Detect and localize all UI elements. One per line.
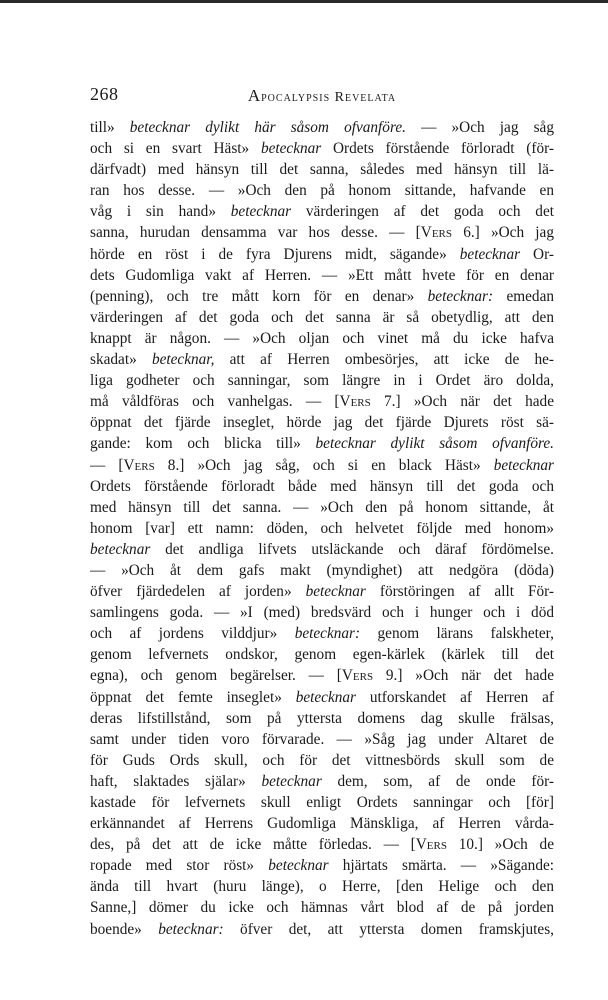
text-segment: Ordets förstående förloradt både med hänsyn till det goda och <box>90 477 554 495</box>
page-number: 268 <box>90 84 119 104</box>
text-line <box>90 919 554 940</box>
text-segment: våg i sin hand» <box>90 203 231 221</box>
text-line <box>90 412 554 433</box>
text-line <box>90 687 554 708</box>
text-line <box>90 729 554 750</box>
text-line <box>90 476 554 497</box>
text-segment: 6.] »Och jag <box>452 224 554 242</box>
text-line <box>90 750 554 771</box>
text-line <box>90 813 554 834</box>
text-segment: egna), och genom begärelser. — [ <box>90 667 342 685</box>
text-line <box>90 159 554 180</box>
running-title: Apocalypsis Revelata <box>247 86 397 105</box>
text-segment: liga godheter och sanningar, som längre in i Ordet äro dolda, <box>90 372 554 390</box>
text-segment: utforskandet af Herren af <box>356 688 554 706</box>
italic-term: betecknar: <box>158 920 224 938</box>
text-segment: samt under tiden voro förvarade. — »Såg jag under Altaret de <box>90 730 554 748</box>
text-line <box>90 897 554 918</box>
text-segment: att af Herren ombesörjes, att icke de he- <box>214 351 554 369</box>
italic-term: betecknar <box>459 245 521 263</box>
verse-label: Vers <box>123 456 155 474</box>
text-segment: 7.] »Och när det hade <box>370 393 554 411</box>
page-body-text <box>90 117 554 940</box>
italic-term: betecknar: <box>427 287 494 305</box>
text-line <box>90 391 554 412</box>
text-segment: Ordets förstående förloradt (för- <box>321 140 554 158</box>
text-segment: 8.] »Och jag såg, och si en black Häst» <box>154 456 494 474</box>
text-segment: honom [var] ett namn: döden, och helvetet följde med honom» <box>90 519 554 537</box>
text-segment: öppnat det femte inseglet» <box>90 688 296 706</box>
text-segment: öfver det, att yttersta domen framskjutes, <box>223 920 554 938</box>
text-segment: med hänsyn till det sanna. — »Och den på honom sittande, åt <box>90 498 554 516</box>
verse-label: Vers <box>415 836 447 854</box>
top-border-rule <box>0 0 608 3</box>
text-line <box>90 518 554 539</box>
text-line <box>90 244 554 265</box>
text-line <box>90 201 554 222</box>
text-segment: därfvadt) med hänsyn till det sanna, således med hänsyn till lä- <box>90 161 554 179</box>
italic-term: betecknar <box>230 203 292 221</box>
text-line <box>90 433 554 454</box>
text-segment: kastade för lefvernets skull enligt Ordets sanningar och [för] <box>90 794 554 811</box>
text-line <box>90 644 554 665</box>
italic-term: betecknar <box>261 772 322 790</box>
italic-term: betecknar <box>90 540 151 558</box>
text-segment: för Guds Ords skull, och för det vittnesbörds skull som de <box>90 751 554 769</box>
italic-term: betecknar <box>295 688 356 706</box>
text-segment: förstöringen af allt För- <box>365 583 554 601</box>
text-segment: knappt är någon. — »Och oljan och vinet må du icke hafva <box>90 329 554 347</box>
text-segment: sanna, hurudan densamma var hos desse. — [ <box>90 224 421 242</box>
text-segment: hörde en röst i de fyra Djurens midt, sägande» <box>90 245 460 263</box>
verse-label: Vers <box>341 667 374 685</box>
italic-term: betecknar dylikt här såsom ofvanföre. <box>129 119 406 136</box>
text-line <box>90 497 554 518</box>
text-segment: värderingen af det goda och det sanna är så obetydlig, att den <box>90 308 554 326</box>
text-line <box>90 602 554 623</box>
text-segment: och si en svart Häst» <box>90 140 261 158</box>
text-line <box>90 834 554 855</box>
italic-term: betecknar <box>268 857 329 875</box>
text-segment: deras lifstillstånd, som på yttersta domens dag skulle frälsas, <box>90 709 554 727</box>
text-line <box>90 665 554 686</box>
italic-term: betecknar dylikt såsom ofvanföre. <box>315 435 554 453</box>
text-line <box>90 222 554 243</box>
text-segment: samlingens goda. — »I (med) bredsvärd och i hunger och i död <box>90 604 554 622</box>
text-segment: dem, som, af de onde för- <box>321 772 554 790</box>
text-segment: till» <box>90 119 130 136</box>
italic-term: betecknar <box>260 140 322 158</box>
text-line <box>90 581 554 602</box>
text-line <box>90 180 554 201</box>
text-line <box>90 117 554 138</box>
text-line <box>90 455 554 476</box>
italic-term: betecknar, <box>151 351 215 369</box>
text-segment: haft, slaktades själar» <box>90 772 262 790</box>
italic-term: betecknar: <box>294 625 361 643</box>
text-line <box>90 370 554 391</box>
text-segment: genom lefvernets ondskor, genom egen-kärlek (kärlek till det <box>90 646 554 664</box>
text-segment: emedan <box>493 287 554 305</box>
text-line <box>90 560 554 581</box>
text-line <box>90 855 554 876</box>
text-segment: ropade med stor röst» <box>90 857 269 875</box>
text-segment: skadat» <box>90 351 152 369</box>
text-segment: det andliga lifvets utsläckande och däraf fördömelse. <box>150 540 554 558</box>
text-line <box>90 623 554 644</box>
italic-term: betecknar <box>305 583 366 601</box>
italic-term: betecknar <box>493 456 554 474</box>
text-segment: öfver fjärdedelen af jorden» <box>90 583 306 601</box>
text-segment: gande: kom och blicka till» <box>90 435 316 453</box>
page-header <box>90 84 554 108</box>
text-segment: erkännandet af Herrens Gudomliga Mänskliga, af Herren vårda- <box>90 815 554 833</box>
text-line <box>90 138 554 159</box>
text-segment: genom lärans falskheter, <box>360 625 554 643</box>
text-segment: hjärtats smärta. — »Sägande: <box>328 857 554 875</box>
verse-label: Vers <box>420 224 452 242</box>
text-line <box>90 349 554 370</box>
text-line <box>90 708 554 729</box>
text-line <box>90 286 554 307</box>
text-segment: och af jordens vilddjur» <box>90 625 295 643</box>
text-line <box>90 771 554 792</box>
text-segment: 10.] »Och de <box>446 836 554 854</box>
text-line <box>90 265 554 286</box>
text-segment: (penning), och tre mått korn för en denar» <box>90 287 428 305</box>
text-segment: ända till hvart (huru länge), o Herre, [den Helige och den <box>90 878 554 896</box>
text-segment: — [ <box>90 456 124 474</box>
text-segment: må våldföras och vanhelgas. — [ <box>90 393 340 411</box>
text-line <box>90 328 554 349</box>
text-segment: boende» <box>90 920 159 938</box>
verse-label: Vers <box>339 393 371 411</box>
text-segment: Or- <box>520 245 554 263</box>
text-segment: Sanne,] dömer du icke och hämnas vårt blod af de på jorden <box>90 899 554 917</box>
text-segment: 9.] »Och när det hade <box>373 667 554 685</box>
text-segment: värderingen af det goda och det <box>291 203 554 221</box>
text-line <box>90 876 554 897</box>
text-segment: öppnat det fjärde inseglet, hörde jag det fjärde Djurets röst sä- <box>90 414 554 432</box>
text-line <box>90 792 554 813</box>
text-segment: ran hos desse. — »Och den på honom sittande, hafvande en <box>90 182 554 200</box>
text-line <box>90 539 554 560</box>
text-segment: dets Gudomliga vakt af Herren. — »Ett mått hvete för en denar <box>90 266 554 284</box>
text-segment: — »Och åt dem gafs makt (myndighet) att nedgöra (döda) <box>90 561 554 579</box>
text-segment: des, på det att de icke måtte förledas. — [ <box>90 836 416 854</box>
text-line <box>90 307 554 328</box>
text-segment: — »Och jag såg <box>405 119 554 136</box>
